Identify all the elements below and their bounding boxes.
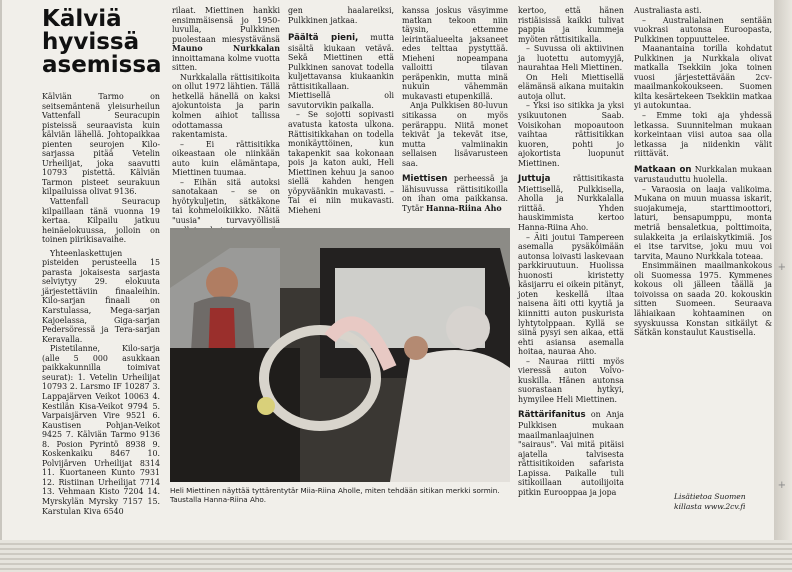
paragraph: On Heli Miettisellä elämänsä aikana muitakin autoja ollut. xyxy=(518,72,624,101)
column-3 xyxy=(288,6,394,226)
paragraph: – Nauraa riitti myös vieressä auton Volvo-kuskilla. Hänen autonsa suorastaan hytkyi, hymyilee Heli Miettinen. xyxy=(518,356,624,404)
bold-name: Hanna-Riina Aho xyxy=(425,203,502,213)
paragraph: – Äiti joutui Tampereen asemalla pysäköimään autonsa loivasti laskevaan parkkiruutuun. Huolissa huonosti kiristetty käsijarru ei oikein pitänyt, joten keskellä iltaa naisena äiti otti kyytiä ja kiinnitti auton puskurista lyhtytolppaan. Kyllä se siinä pysyi sen aikaa, että ehti asiansa asemalla hoitaa, nauraa Aho. xyxy=(518,232,624,357)
text: perheessä ja lähisuvussa rättisitikoilla on ihan oma paikkansa. Tytär xyxy=(402,174,508,213)
paragraph xyxy=(518,174,624,232)
headline: Kälviä hyvissä asemissa xyxy=(42,6,162,78)
paragraph: kertoo, että hänen ristiäisissä kaikki tulivat pappia ja kummeja myöten rättisitikalla. xyxy=(518,6,624,44)
paragraph: Australiasta asti. xyxy=(634,6,702,15)
paragraph: Anja Pulkkisen 80-luvun sitikassa on myös perärappu. Niitä monet tekivät ja tekevät itse, mutta valmiinakin sellaisen lisävarusteen saa. xyxy=(402,101,508,168)
paragraph: Vattenfall Seuracup kilpaillaan tänä vuonna 19 kertaa. Kilpailu jatkuu heinäelokuussa, jolloin on toinen piirikisavaihe. xyxy=(42,197,160,245)
registration-mark: + xyxy=(777,480,786,491)
column-2 xyxy=(172,6,280,226)
text: rättisitikasta Miettisellä, Pulkkisella, Aholla ja Nurkkalalla riittää. Yhden hauskimmista kertoo Hanna-Riina Aho. xyxy=(518,174,624,233)
paragraph: – Yksi iso sitikka ja yksi ysikuutonen Saab. Voisikohan mopoautoon vaihtaa rättisitikkan kuoren, pohti jo ajokortista luopunut Miettinen. xyxy=(518,101,624,168)
paragraph: kanssa joskus väsyimme matkan tekoon niin täysin, ettemme leirintäalueelta jaksaneet edes telttaa pystyttää. Mieheni nopeampana valloitti tilavan peräpenkin, mutta minä nukuin vähemmän mukavasti etupenkillä. xyxy=(402,6,508,101)
paragraph: – Australialainen sentään vuokrasi autonsa Euroopasta, Pulkkinen toppuuttelee. xyxy=(634,15,772,44)
column-5 xyxy=(518,6,624,526)
paragraph xyxy=(402,174,508,213)
paragraph: Nurkkalalla rättisitikoita on ollut 1972 lähtien. Tällä hetkellä hänellä on kaksi ajokuntoista ja parin kolmen aihiot tallissa odottamassa rakentamista. xyxy=(172,72,280,140)
registration-mark: + xyxy=(777,262,786,273)
text: on Anja Pulkkisen mukaan maailmanlaajuinen "sairaus". Vai mitä pitäisi ajatella talvisesta rättisitikoiden safarista Lapissa. Paikalle tuli sitikoillaan autoilijoita pitkin Eurooppaa ja jopa xyxy=(518,410,624,497)
newspaper-page xyxy=(2,0,774,540)
subheading: Matkaan on xyxy=(634,164,692,175)
paragraph xyxy=(634,165,772,185)
photo-illustration xyxy=(170,228,510,482)
paragraph: Kälviän Tarmo on seitsemäntenä yleisurheilun Vattenfall Seuracupin pisteissä seuraavista kuin kälviän lähellä. Johtopaikkaa pienten seurojen Kilo-sarjassa pitää Vetelin Urheilijat, joka saavutti 10793 pistettä. Kälviän Tarmon pisteet seurakuun kilpailuissa olivat 9136. xyxy=(42,92,160,197)
subheading: Juttuja xyxy=(518,174,551,185)
photo-caption: Heli Miettinen näyttää tyttärentytär Miia-Riina Aholle, miten tehdään sitikan merkki sormin. Taustalla Hanna-Riina Aho. xyxy=(170,486,500,504)
paragraph xyxy=(288,33,394,110)
stacked-pages xyxy=(0,540,792,572)
subheading: Päältä pieni, xyxy=(288,33,359,44)
info-credit: Lisätietoa Suomen killasta www.2cv.fi xyxy=(674,492,746,511)
paragraph: – Emme toki aja yhdessä letkassa. Suunnitelman mukaan korkeintaan viisi autoa saa olla letkassa ja niidenkin välit riittävät. xyxy=(634,111,772,159)
text: mutta sisältä kiukaan vetävä. Sekä Miettinen että Pulkkinen sanovat todella kuljettavansa kiukaankin rättisitikallaan. Miettisellä oli savutorvikin paikalla. xyxy=(288,33,394,110)
paragraph: Maanantaina torilla kohdatut Pulkkinen ja Nurkkala olivat matkalla Tsekkiin joka toinen vuosi järjestettävään 2cv-maailmankokoukseen. Suomen kilta kesärtekeen Tsekkiin matkaa yi autokuntaa. xyxy=(634,44,772,111)
paragraph: – Varaosia on laaja valikoima. Mukana on muun muassa iskarit, suojakumeja, starttimoottori, laturi, bensapumppu, monta metriä bensaletkua, polttimoita, sulakkeita ja erilaiskytkimiä. Jos ei itse tarvitse, joku muu voi tarvita, Mauno Nurkkala toteaa. xyxy=(634,184,772,261)
text-lead: rilaat. Miettinen hankki ensimmäisensä jo 1950-luvulla, Pulkkinen puolestaan miesystävänsä xyxy=(172,6,280,44)
column-1 xyxy=(42,92,160,522)
paragraph xyxy=(172,6,280,73)
photo-citroen-2cv-interior xyxy=(170,228,510,482)
text: Nurkkalan mukaan varustauduttu huolella. xyxy=(634,164,772,185)
paragraph: – Eihän sitä autoksi sanotakaan – se on hyötykuljetin, sätkäkone tai kohmeloikiikko. Näitä "uusia" turvavyöllisiä xyxy=(172,177,280,226)
paragraph: Ensimmäinen maailmankokous oli Suomessa 1975. Kymmenes kokous oli jälleen täällä ja toivoissa on saada 20. kokouskin sitten Suomeen. Seuraava lähiaikaan kohtaaminen on syyskuussa Konstan sitkäilyt & Sätkän konstaulut Kaustisella. xyxy=(634,261,772,338)
column-4 xyxy=(402,6,508,226)
paragraph: Yhteenlaskettujen pisteiden perusteella 15 parasta jokaisesta sarjasta selviytyy 29. elokuuta järjestettäviin finaaleihin. Kilo-sarjan finaali on Karstulassa, Mega-sarjan Kajoelassa, Giga-sarjan Pedersöressä ja Tera-sarjan Keravalla. xyxy=(42,248,160,344)
column-6 xyxy=(634,6,772,486)
bold-name: Mauno Nurkkalan xyxy=(172,44,280,54)
paragraph: gen haalareiksi, Pulkkinen jatkaa. xyxy=(288,6,394,25)
subheading: Miettisen xyxy=(402,174,448,185)
paragraph: – Se sojotti sopivasti avatusta katosta ulkona. Rättisitikkahan on todella monikäyttöinen, kun takapenkit saa kokonaan pois ja katon auki, Heli Miettinen kehuu ja sanoo siellä kahden hengen yöpyväänkin mukavasti. – Tai ei niin mukavasti. Mieheni xyxy=(288,110,394,215)
paragraph: – Suvussa oli aktiivinen ja luotettu automyyjä, naurahtaa Heli Miettinen. xyxy=(518,44,624,73)
paragraph: – Ei rättisitikka oikeastaan ole niinkään auto kuin elämäntapa, Miettinen tuumaa. xyxy=(172,139,280,178)
paragraph: Pistetilanne, Kilo-sarja (alle 5 000 asukkaan paikkakunnilla toimivat seurat): 1. Vetelin Urheilijat 10793 2. Larsmo IF 10287 3. Lappajärven Veikot 10063 4. Kestilän Kisa-Veikot 9794 5. Varpaisjärven Vire 9521 6. Kaustisen Pohjan-Veikot 9425 7. Kälviän Tarmo 9136 8. Posion Pyrintö 8938 9. Koskenkaiku 8467 10. Polvijärven Urheilijat 8314 11. Kuortaneen Kunto 7931 12. Ristiinan Urheilijat 7714 13. Vehmaan Kisto 7204 14. Myrskylän Myrsky 7157 15. Karstulan Kiva 6540 xyxy=(42,344,160,516)
text-rest: innoittamana kolme vuotta sitten. xyxy=(172,53,280,73)
paragraph xyxy=(518,410,624,497)
subheading: Rättärifanitus xyxy=(518,410,586,421)
